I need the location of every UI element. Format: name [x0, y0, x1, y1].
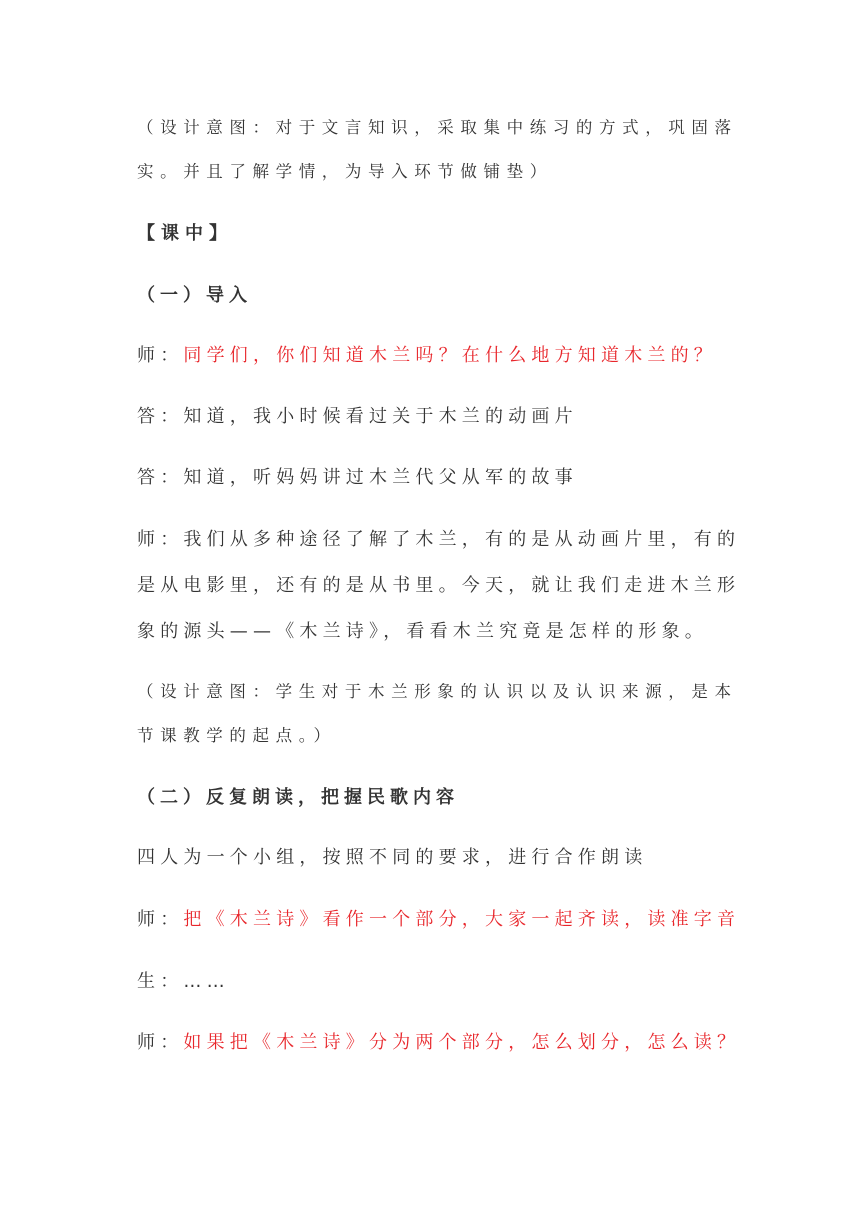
design-note-2-line1: （设计意图：学生对于木兰形象的认识以及认识来源，是本	[137, 682, 738, 701]
answer-2-text: 知道，听妈妈讲过木兰代父从军的故事	[183, 467, 578, 488]
speaker-label: 生：	[137, 971, 184, 992]
speaker-label: 师：	[137, 1032, 184, 1053]
speaker-label: 答：	[137, 467, 184, 488]
answer-1	[137, 405, 737, 429]
speaker-label: 师：	[137, 345, 184, 366]
student-response	[137, 970, 737, 994]
teacher-instruction-1	[137, 908, 741, 932]
teacher-instruction-2	[137, 1031, 741, 1055]
part1-heading: （一）导入	[137, 285, 252, 306]
speaker-label: 答：	[137, 406, 184, 427]
design-note-1-line2: 实。并且了解学情，为导入环节做铺垫）	[137, 162, 553, 181]
teacher-talk-line3: 象的源头——《木兰诗》，看看木兰究竟是怎样的形象。	[137, 621, 708, 642]
teacher-talk-line2: 是从电影里，还有的是从书里。今天，就让我们走进木兰形	[137, 575, 741, 596]
speaker-label: 师：	[137, 529, 184, 550]
student-response-text: ……	[183, 971, 230, 992]
design-note-2-line2: 节课教学的起点。）	[137, 726, 337, 745]
design-note-1-line1: （设计意图：对于文言知识，采取集中练习的方式，巩固落	[137, 118, 738, 137]
teacher-talk-text-1: 我们从多种途径了解了木兰，有的是从动画片里，有的	[183, 529, 741, 550]
section-heading: 【课中】	[137, 223, 233, 244]
answer-2	[137, 466, 737, 490]
teacher-question-text: 同学们，你们知道木兰吗？在什么地方知道木兰的？	[183, 345, 718, 366]
teacher-instruction-2-text: 如果把《木兰诗》分为两个部分，怎么划分，怎么读？	[183, 1032, 741, 1053]
answer-1-text: 知道，我小时候看过关于木兰的动画片	[183, 406, 578, 427]
teacher-question	[137, 344, 737, 368]
speaker-label: 师：	[137, 909, 184, 930]
part2-heading: （二）反复朗读，把握民歌内容	[137, 787, 459, 808]
teacher-instruction-1-text: 把《木兰诗》看作一个部分，大家一起齐读，读准字音	[183, 909, 741, 930]
part2-intro: 四人为一个小组，按照不同的要求，进行合作朗读	[137, 847, 648, 868]
teacher-talk-line1	[137, 528, 741, 552]
